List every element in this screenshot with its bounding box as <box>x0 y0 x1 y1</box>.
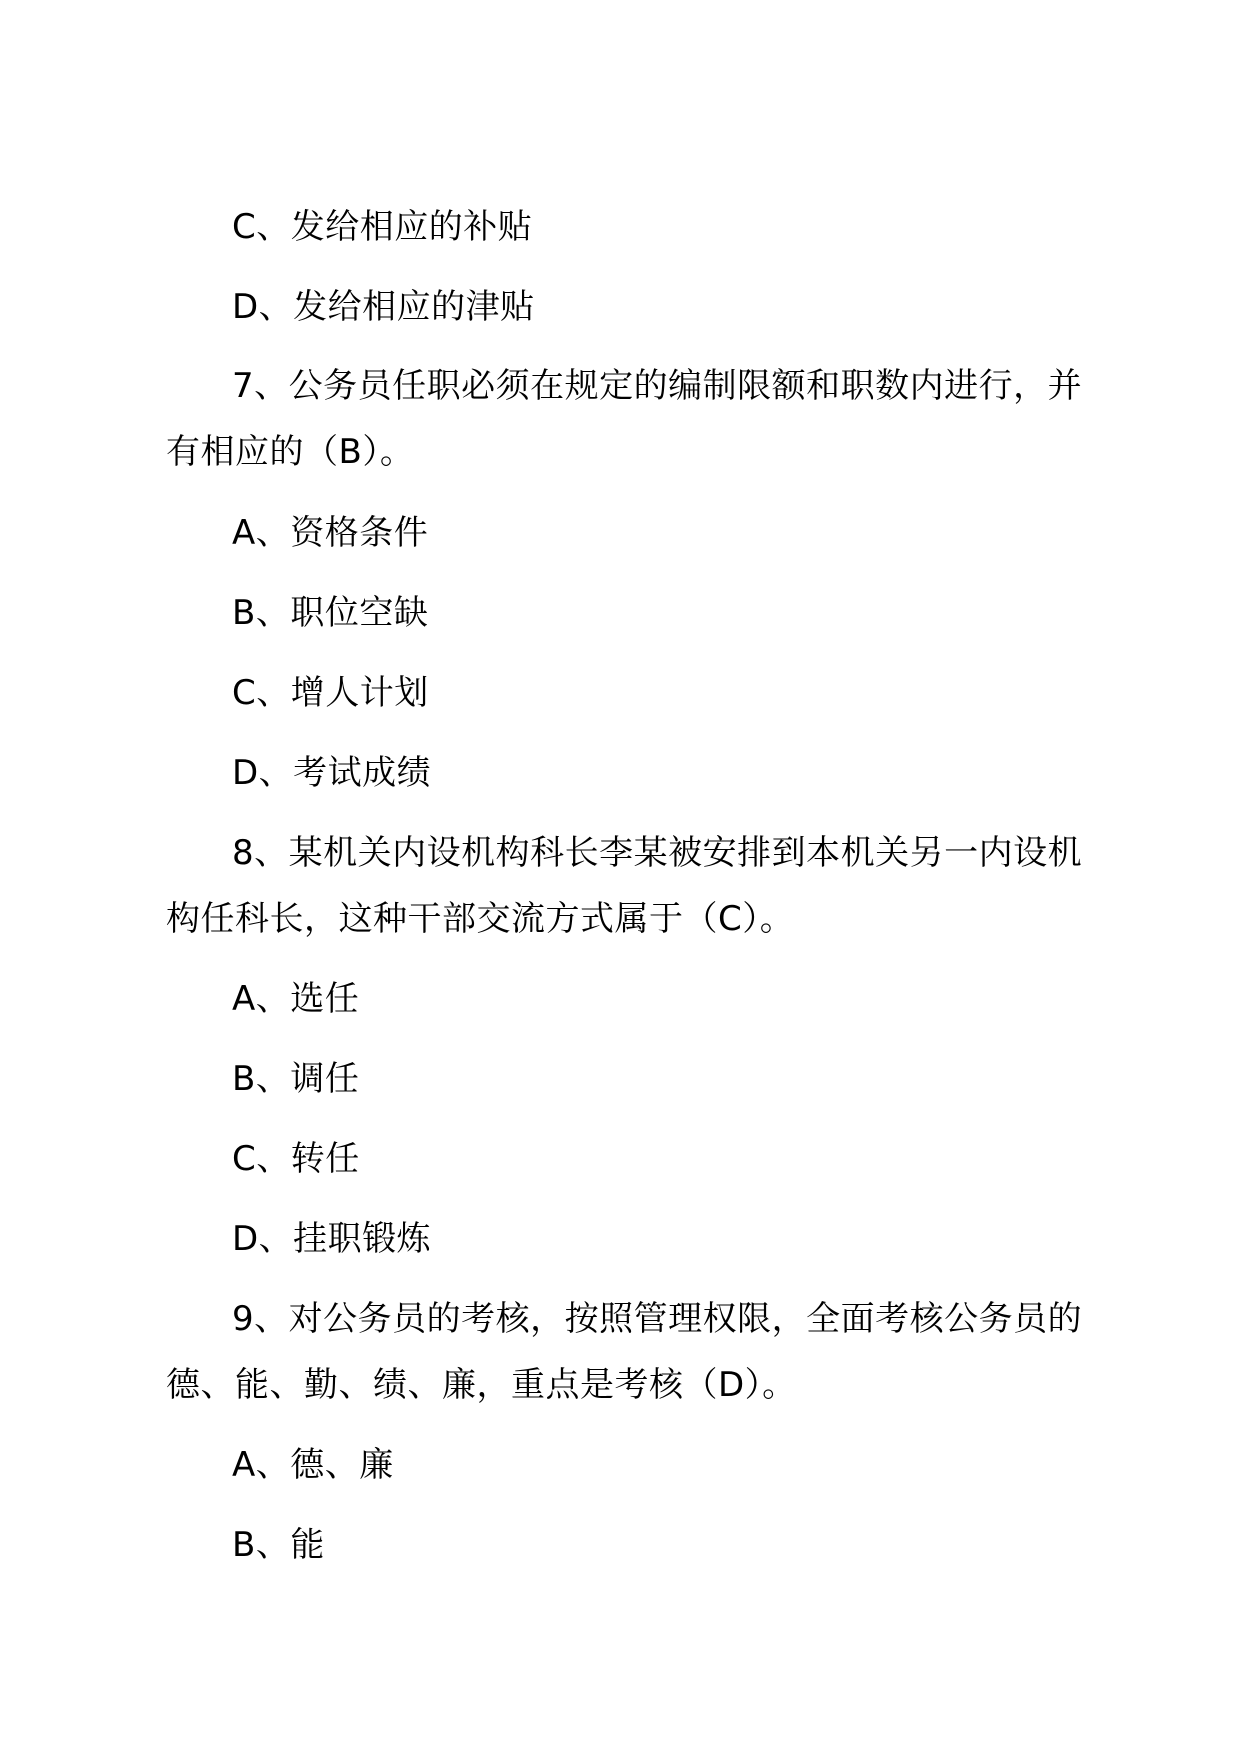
question-8-line-1: 8、某机关内设机构科长李某被安排到本机关另一内设机 <box>232 833 1083 873</box>
question-7-line-2: 有相应的（B）。 <box>166 432 415 472</box>
option-a-q7: A、资格条件 <box>232 513 429 553</box>
option-d-q6: D、发给相应的津贴 <box>232 287 535 327</box>
option-a-q8: A、选任 <box>232 979 360 1019</box>
option-b-q9: B、能 <box>232 1525 325 1565</box>
option-c-q8: C、转任 <box>232 1139 360 1179</box>
option-b-q7: B、职位空缺 <box>232 593 429 633</box>
question-9-line-2: 德、能、勤、绩、廉，重点是考核（D）。 <box>166 1365 797 1405</box>
option-a-q9: A、德、廉 <box>232 1445 394 1485</box>
question-8-line-2: 构任科长，这种干部交流方式属于（C）。 <box>166 899 795 939</box>
question-7-line-1: 7、公务员任职必须在规定的编制限额和职数内进行，并 <box>232 366 1083 406</box>
option-d-q7: D、考试成绩 <box>232 753 432 793</box>
option-c-q7: C、增人计划 <box>232 673 429 713</box>
option-b-q8: B、调任 <box>232 1059 360 1099</box>
option-c-q6: C、发给相应的补贴 <box>232 207 533 247</box>
option-d-q8: D、挂职锻炼 <box>232 1219 432 1259</box>
question-9-line-1: 9、对公务员的考核，按照管理权限，全面考核公务员的 <box>232 1299 1083 1339</box>
